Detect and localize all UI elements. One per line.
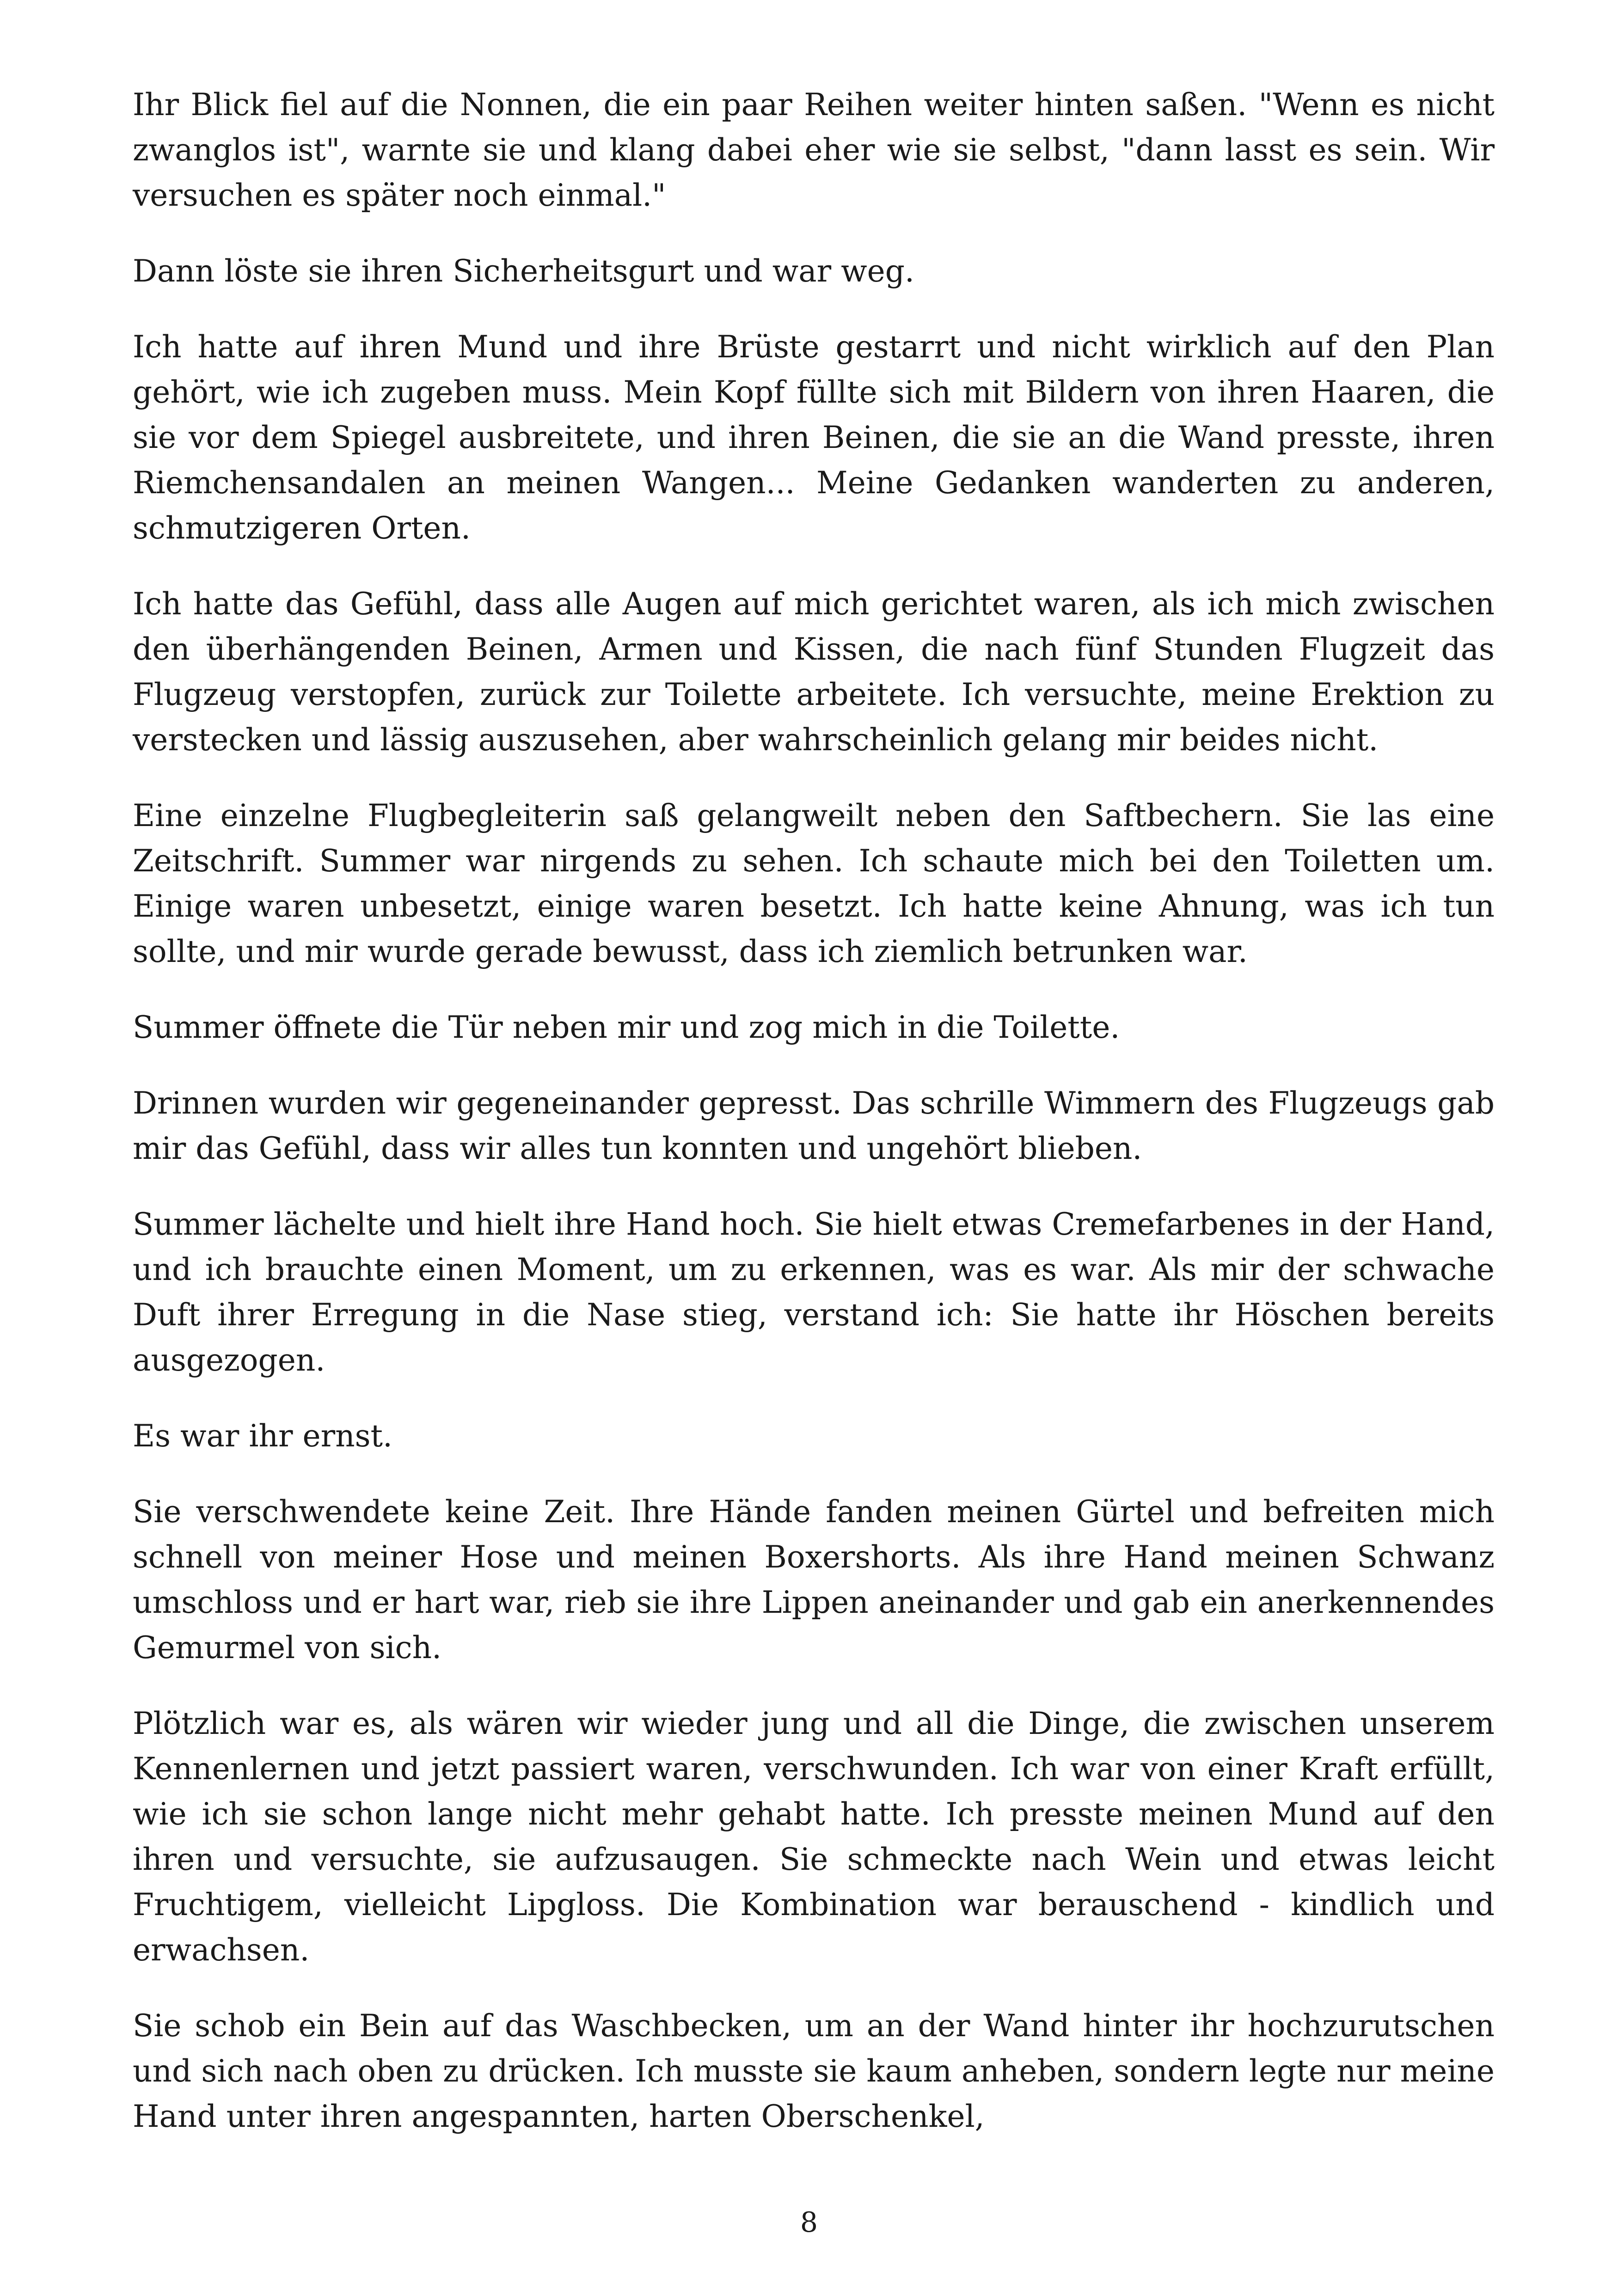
paragraph: Sie verschwendete keine Zeit. Ihre Hände fanden meinen Gürtel und befreiten mich schnell von meiner Hose und meinen Boxershorts. Als ihre Hand meinen Schwanz umschloss und er hart war, rieb sie ihre Lippen aneinander und gab ein anerkennendes Gemurmel von sich. [133,1494,1495,1665]
body-text [133,82,1495,2139]
paragraph: Ihr Blick fiel auf die Nonnen, die ein paar Reihen weiter hinten saßen. "Wenn es nicht zwanglos ist", warnte sie und klang dabei eher wie sie selbst, "dann lasst es sein. Wir versuchen es später noch einmal." [133,87,1495,213]
paragraph: Es war ihr ernst. [133,1418,393,1454]
paragraph: Dann löste sie ihren Sicherheitsgurt und war weg. [133,253,914,289]
paragraph: Drinnen wurden wir gegeneinander gepresst. Das schrille Wimmern des Flugzeugs gab mir das Gefühl, dass wir alles tun konnten und ungehört blieben. [133,1085,1495,1166]
page-number: 8 [800,2206,818,2239]
paragraph: Sie schob ein Bein auf das Waschbecken, um an der Wand hinter ihr hochzurutschen und sich nach oben zu drücken. Ich musste sie kaum anheben, sondern legte nur meine Hand unter ihren angespannten, harten Oberschenkel, [133,2008,1495,2134]
paragraph: Ich hatte auf ihren Mund und ihre Brüste gestarrt und nicht wirklich auf den Plan gehört, wie ich zugeben muss. Mein Kopf füllte sich mit Bildern von ihren Haaren, die sie vor dem Spiegel ausbreitete, und ihren Beinen, die sie an die Wand presste, ihren Riemchensandalen an meinen Wangen... Meine Gedanken wanderten zu anderen, schmutzigeren Orten. [133,329,1495,546]
paragraph: Ich hatte das Gefühl, dass alle Augen auf mich gerichtet waren, als ich mich zwischen den überhängenden Beinen, Armen und Kissen, die nach fünf Stunden Flugzeit das Flugzeug verstopfen, zurück zur Toilette arbeitete. Ich versuchte, meine Erektion zu verstecken und lässig auszusehen, aber wahrscheinlich gelang mir beides nicht. [133,586,1495,758]
paragraph: Plötzlich war es, als wären wir wieder jung und all die Dinge, die zwischen unserem Kennenlernen und jetzt passiert waren, verschwunden. Ich war von einer Kraft erfüllt, wie ich sie schon lange nicht mehr gehabt hatte. Ich presste meinen Mund auf den ihren und versuchte, sie aufzusaugen. Sie schmeckte nach Wein und etwas leicht Fruchtigem, vielleicht Lipgloss. Die Kombination war berauschend - kindlich und erwachsen. [133,1706,1495,1968]
paragraph: Eine einzelne Flugbegleiterin saß gelangweilt neben den Saftbechern. Sie las eine Zeitschrift. Summer war nirgends zu sehen. Ich schaute mich bei den Toiletten um. Einige waren unbesetzt, einige waren besetzt. Ich hatte keine Ahnung, was ich tun sollte, und mir wurde gerade bewusst, dass ich ziemlich betrunken war. [133,798,1495,969]
paragraph: Summer lächelte und hielt ihre Hand hoch. Sie hielt etwas Cremefarbenes in der Hand, und ich brauchte einen Moment, um zu erkennen, was es war. Als mir der schwache Duft ihrer Erregung in die Nase stieg, verstand ich: Sie hatte ihr Höschen bereits ausgezogen. [133,1206,1495,1378]
paragraph: Summer öffnete die Tür neben mir und zog mich in die Toilette. [133,1010,1120,1045]
